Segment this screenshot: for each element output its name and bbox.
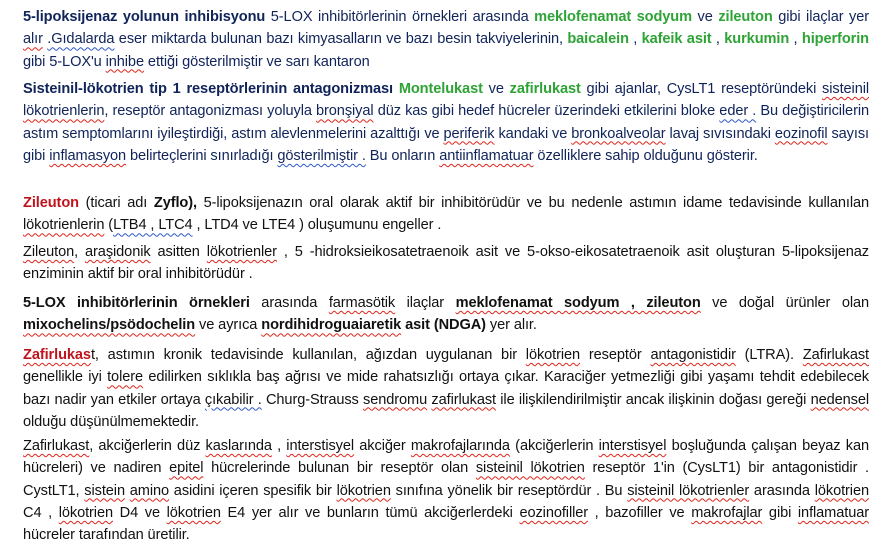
text-run: lavaj sıvısındaki [665,125,775,142]
text-run: gösterilmiştir . [277,147,366,164]
text-run: akciğer [354,438,411,454]
text-run: meklofenamat sodyum [534,9,692,25]
text-run: antiinflamatuar [439,147,534,164]
text-run: periferik [443,125,495,142]
text-run: Zileuton [23,244,75,260]
text-run: (ticari adı [78,195,154,211]
text-run: farmasötik [328,295,396,311]
text-run: , [711,31,725,48]
text-run: ilaçlar [395,295,456,311]
text-run: , [271,438,287,454]
text-run: sayısı gibi [23,125,869,164]
text-run: özelliklere sahip olduğunu gösterir. [533,147,758,164]
text-run: asit (NDGA) [401,317,486,334]
text-run: reseptör [580,347,651,363]
paragraph-zileuton-zyflo [23,192,869,237]
text-run: asitten [150,244,207,260]
text-run: , 5 -hidroksieikosatetraenoik asit ve 5-okso-eikosatetraenoik asit oluşturan 5-lipoksijenaz enziminin aktif bir oral inhibitörüdür . [23,244,869,283]
text-run: Bu değiştiricilerin astım semptomlarını iyileştirdiği, astım alevlenmelerini azalttığı ve [23,103,869,142]
text-run: mixochelins/psödochelin [23,317,196,334]
text-run: araşidonik [85,244,151,260]
paragraph-zafirlukast-receptor [23,435,869,546]
text-run: gibi 5-LOX'u [23,53,106,70]
text-run: lökotrien [336,482,391,499]
text-run: edilirken sıklıkla baş ağrısı ve mide rahatsızlığı ortaya çıkar. Karaciğer yetmezliği gibi yaşamı tehdit edebilecek bazı nadir yan etkiler ortaya [23,369,869,408]
text-run: ettiği gösterilmiştir ve sarı kantaron [143,53,370,70]
text-run: asit [686,31,712,48]
text-run: kandaki ve [494,125,572,142]
text-run: ( [104,217,114,234]
text-run: sendromu [363,391,428,408]
text-run: inflamasyon [49,147,127,164]
text-run: ile ilişkilendirilmiştir ancak ilişkinin doğası gereği [496,391,811,408]
text-run: gibi [762,504,798,521]
text-run: reseptör 1'in (CysLT1) bir antagonistidir . CystLT1, [23,460,869,499]
text-run: kurkumin [724,31,790,48]
text-run: kafeik [641,31,683,48]
paragraph-zafirlukast-ltra [23,344,869,433]
text-run: lökotrienlerin [23,217,105,234]
text-run: ve [482,81,510,97]
text-run: düz kas gibi hedef hücreler üzerindeki etkilerini bloke [373,103,720,120]
text-run: epitel [169,460,204,477]
text-run: bronşiyal [316,103,374,120]
text-run: baicalein [567,31,629,48]
text-run: arasında [749,482,815,499]
text-run: LTB4 , LTC4 [113,217,193,234]
text-run: , LTD4 ve LTE4 ) oluşumunu engeller . [192,217,442,234]
text-run: lökotrien [525,347,581,363]
text-run: Churg-Strauss [261,391,364,408]
text-run: yer alır. [485,317,537,334]
paragraph-5-lox-pathway [23,6,869,73]
text-run: sisteinil lökotrienler [627,482,750,499]
text-run: asidini içeren spesifik bir [169,482,337,499]
text-run: , [628,31,642,48]
text-run: lökotrienler [206,244,277,260]
text-run: inhibe [105,53,144,70]
text-run: sisteinil lökotrienlerin [23,81,869,120]
text-run: amino [129,482,170,499]
text-run: arasında [249,295,329,311]
text-run: genellikle iyi [23,369,108,386]
text-run: 5-lipoksijenaz yolunun inhibisyonu [23,9,266,25]
text-run: nordihidroguaiaretik [261,317,402,334]
text-run: lökotrien [58,504,113,521]
text-run: alır [23,31,43,48]
text-run: , bazofiller ve [588,504,692,521]
text-run: zileuton [718,9,773,25]
text-run: ve doğal ürünler olan [700,295,870,311]
text-run: 5-LOX inhibitörlerinin örnekleri [23,295,250,311]
text-run: interstisyel [598,438,667,454]
text-run: Sisteinil-lökotrien tip 1 reseptörlerinin antagonizması [23,81,394,97]
text-run: hücrelerinde bulunan bir reseptör olan [203,460,476,477]
text-run: zafirlukast [431,391,497,408]
text-run: eser miktarda bulunan bazı kimyasalların ve bazı besin takviyelerinin, [114,31,568,48]
text-run: eozinofil [774,125,828,142]
text-run: Zafirlukas [23,347,91,363]
text-run: 5-lipoksijenazın oral olarak aktif bir inhibitörüdür ve bu nedenle astımın idame tedavisinde kullanılan [196,195,869,211]
text-run: eozinofiller [519,504,589,521]
text-run: Zafirlukast [23,438,90,454]
text-run: zafirlukast [509,81,581,97]
text-run: makrofajlar [691,504,763,521]
text-run: olduğu düşünülmemektedir. [23,413,199,430]
text-run: sistein [84,482,125,499]
text-run: sınıfına yönelik bir reseptördür . Bu [390,482,628,499]
text-run: Zyflo [153,195,189,211]
paragraph-5-lox-examples [23,292,869,337]
text-run: 5-LOX inhibitörlerinin örnekleri arasında [265,9,535,25]
text-run: nedensel [810,391,869,408]
text-run: (akciğerlerin [509,438,599,454]
text-run: sisteinil lökotrien [475,460,585,477]
text-run: lökotrien [814,482,869,499]
text-run: Zafirlukast [802,347,869,363]
text-run: çıkabilir . [204,391,262,408]
text-run: D4 ve [112,504,167,521]
text-run: , akciğerlerin düz [89,438,206,454]
text-run: t, astımın kronik tedavisinde kullanılan, ağızdan uygulanan bir [90,347,526,363]
text-run: gibi ajanlar, CysLT1 reseptöründeki [580,81,823,97]
text-run: makrofajlarında [410,438,510,454]
paragraph-cyslt1-antagonism [23,78,869,167]
text-run: tolere [107,369,143,386]
text-run: hiperforin [801,31,869,48]
text-run: gibi ilaçlar yer [772,9,869,25]
text-run: interstisyel [286,438,355,454]
text-run: antagonistidir [650,347,736,363]
text-run: , [74,244,86,260]
text-run: belirteçlerini sınırladığı [126,147,278,164]
text-run: hücreler tarafından üretilir. [23,527,190,544]
text-run: kaslarında [205,438,272,454]
text-run: ve ayrıca [195,317,262,334]
text-run: , [789,31,802,48]
text-run: Montelukast [398,81,483,97]
text-run: ), [188,195,197,211]
paragraph-zileuton-enzyme [23,241,869,286]
text-run: meklofenamat sodyum , zileuton [455,295,701,311]
text-run: E4 yer alır ve bunların tümü akciğerlerdeki [220,504,520,521]
text-run: boşluğunda çalışan beyaz kan hücreleri) ve nadiren [23,438,869,477]
text-run: bronkoalveolar [571,125,666,142]
text-run: ve [692,9,719,25]
text-run: .Gıdalarda [47,31,115,48]
text-run: C4 , [23,504,59,521]
text-run: , reseptör antagonizması yoluyla [104,103,317,120]
text-run: (LTRA). [735,347,803,363]
text-run: inflamatuar [797,504,869,521]
text-run: eder . [719,103,757,120]
text-run: lökotrien [166,504,221,521]
text-run: Bu onların [365,147,440,164]
text-run: Zileuton [23,195,79,211]
